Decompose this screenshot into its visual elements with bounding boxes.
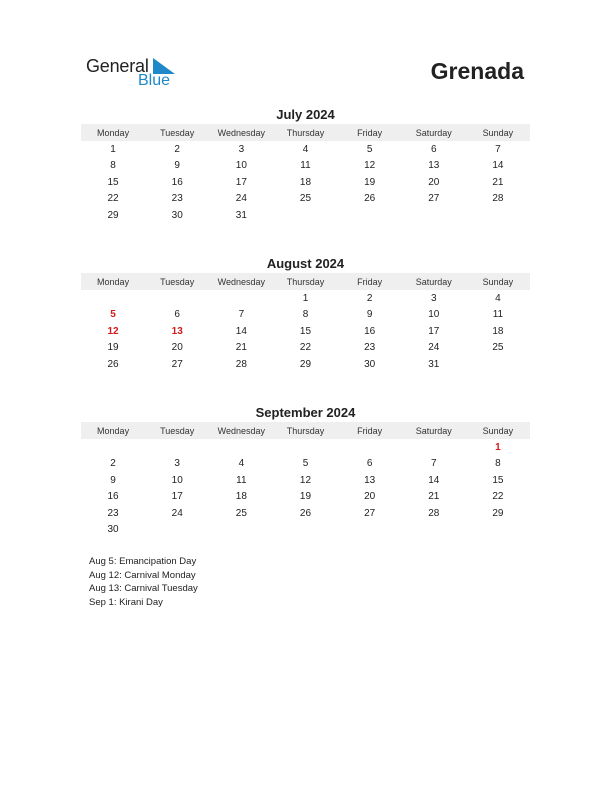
day-cell: 6 [366,458,373,470]
day-cell: 27 [171,358,183,370]
week-row [81,522,530,539]
weekday-header-row [81,273,530,290]
day-cell: 4 [302,143,309,155]
day-cell: 5 [302,458,309,470]
weekday-header: Saturday [415,276,452,287]
day-cell: 12 [299,474,312,486]
weekday-header: Saturday [415,425,452,436]
day-cell: 22 [299,342,312,354]
week-row [81,456,530,473]
day-cell: 14 [428,474,440,486]
day-cell: 7 [430,458,437,470]
day-cell: 23 [107,507,119,519]
day-cell: 27 [428,193,440,205]
week-row [81,340,530,357]
day-cell: 9 [174,160,180,172]
day-cell: 16 [107,491,119,503]
weekday-header: Tuesday [160,276,195,287]
weekday-header: Wednesday [217,127,266,138]
day-cell: 6 [430,143,437,155]
day-cell: 22 [492,491,504,503]
country-title: Grenada [430,58,524,84]
day-cell: 29 [299,358,312,370]
week-row [81,158,530,175]
day-cell: 3 [430,292,437,304]
day-cell: 13 [364,474,376,486]
day-cell: 24 [428,342,440,354]
weekday-header-row [81,124,530,141]
day-cell: 29 [107,209,119,221]
day-cell: 7 [495,143,501,155]
weekday-header: Thursday [286,127,325,138]
week-row [81,307,530,324]
day-cell: 2 [366,292,373,304]
holiday-item: Aug 5: Emancipation Day [89,556,197,567]
weekday-header: Monday [97,127,130,138]
day-cell: 6 [174,309,180,321]
weekday-header: Tuesday [160,127,195,138]
week-row [81,472,530,489]
day-cell: 1 [110,143,116,155]
month-august-2024 [81,255,530,373]
weekday-header: Monday [97,425,130,436]
day-cell: 5 [366,143,373,155]
day-cell: 16 [171,176,183,188]
day-cell: 17 [171,491,183,503]
day-cell: 12 [364,160,376,172]
holiday-day-cell: 12 [107,325,119,337]
day-cell: 26 [299,507,312,519]
day-cell: 31 [235,209,247,221]
weekday-header: Thursday [286,276,325,287]
day-cell: 13 [428,160,440,172]
day-cell: 18 [492,325,504,337]
weekday-header: Friday [357,276,383,287]
week-row [81,439,530,456]
holiday-item: Sep 1: Kirani Day [89,596,163,608]
day-cell: 8 [495,458,501,470]
weekday-header: Sunday [482,276,514,287]
day-cell: 27 [364,507,376,519]
day-cell: 22 [107,193,119,205]
weekday-header: Tuesday [160,425,195,436]
week-row [81,174,530,191]
weekday-header: Friday [357,425,383,436]
day-cell: 19 [364,176,376,188]
holiday-day-cell: 13 [171,325,183,337]
month-title: August 2024 [266,256,345,271]
weekday-header-row [81,422,530,439]
day-cell: 25 [235,507,247,519]
day-cell: 4 [495,292,501,304]
day-cell: 11 [492,309,504,321]
day-cell: 10 [235,160,247,172]
day-cell: 19 [299,491,312,503]
day-cell: 25 [492,342,504,354]
week-row [81,356,530,373]
day-cell: 14 [492,160,504,172]
day-cell: 19 [107,342,119,354]
day-cell: 14 [235,325,247,337]
day-cell: 11 [300,160,311,172]
week-row [81,323,530,340]
week-row [81,207,530,224]
generalblue-logo [86,56,186,92]
day-cell: 23 [364,342,376,354]
holiday-list [89,555,198,609]
weekday-header: Monday [97,276,130,287]
week-row [81,191,530,208]
day-cell: 4 [238,458,245,470]
day-cell: 20 [428,176,440,188]
day-cell: 8 [302,309,309,321]
week-row [81,505,530,522]
holiday-item: Aug 12: Carnival Monday [89,569,196,581]
day-cell: 26 [364,193,376,205]
day-cell: 26 [107,358,119,370]
holiday-day-cell: 1 [495,441,501,453]
day-cell: 30 [107,524,119,536]
day-cell: 1 [302,292,309,304]
logo-blue-text: Blue [138,72,171,89]
day-cell: 31 [428,358,440,370]
day-cell: 9 [110,474,116,486]
day-cell: 23 [171,193,183,205]
weekday-header: Friday [357,127,383,138]
day-cell: 3 [174,458,180,470]
day-cell: 30 [364,358,376,370]
day-cell: 30 [171,209,183,221]
weekday-header: Saturday [415,127,452,138]
weekday-header: Sunday [482,127,514,138]
day-cell: 21 [492,176,504,188]
day-cell: 28 [492,193,504,205]
day-cell: 25 [299,193,312,205]
day-cell: 10 [428,309,440,321]
day-cell: 28 [235,358,247,370]
day-cell: 16 [364,325,376,337]
day-cell: 18 [299,176,312,188]
weekday-header: Wednesday [217,276,266,287]
logo-general-text: General [86,56,149,76]
weekday-header: Thursday [286,425,325,436]
day-cell: 7 [238,309,245,321]
day-cell: 8 [110,160,116,172]
day-cell: 21 [428,491,440,503]
month-july-2024 [81,106,530,224]
week-row [81,290,530,307]
day-cell: 24 [235,193,247,205]
weekday-header: Sunday [482,425,514,436]
day-cell: 2 [110,458,116,470]
day-cell: 17 [235,176,247,188]
week-row [81,489,530,506]
day-cell: 24 [171,507,183,519]
holiday-item: Aug 13: Carnival Tuesday [89,583,198,594]
day-cell: 21 [235,342,247,354]
day-cell: 10 [171,474,183,486]
day-cell: 29 [492,507,504,519]
day-cell: 11 [236,474,247,486]
week-row [81,141,530,158]
day-cell: 15 [107,176,119,188]
day-cell: 20 [171,342,183,354]
weekday-header: Wednesday [217,425,266,436]
day-cell: 3 [238,143,245,155]
month-september-2024 [81,404,530,538]
holiday-day-cell: 5 [110,309,116,321]
day-cell: 28 [428,507,440,519]
day-cell: 20 [364,491,376,503]
day-cell: 17 [428,325,440,337]
month-title: July 2024 [276,107,335,122]
day-cell: 2 [174,143,180,155]
day-cell: 15 [299,325,312,337]
month-title: September 2024 [255,405,356,420]
day-cell: 15 [492,474,504,486]
day-cell: 18 [235,491,247,503]
day-cell: 9 [366,309,373,321]
